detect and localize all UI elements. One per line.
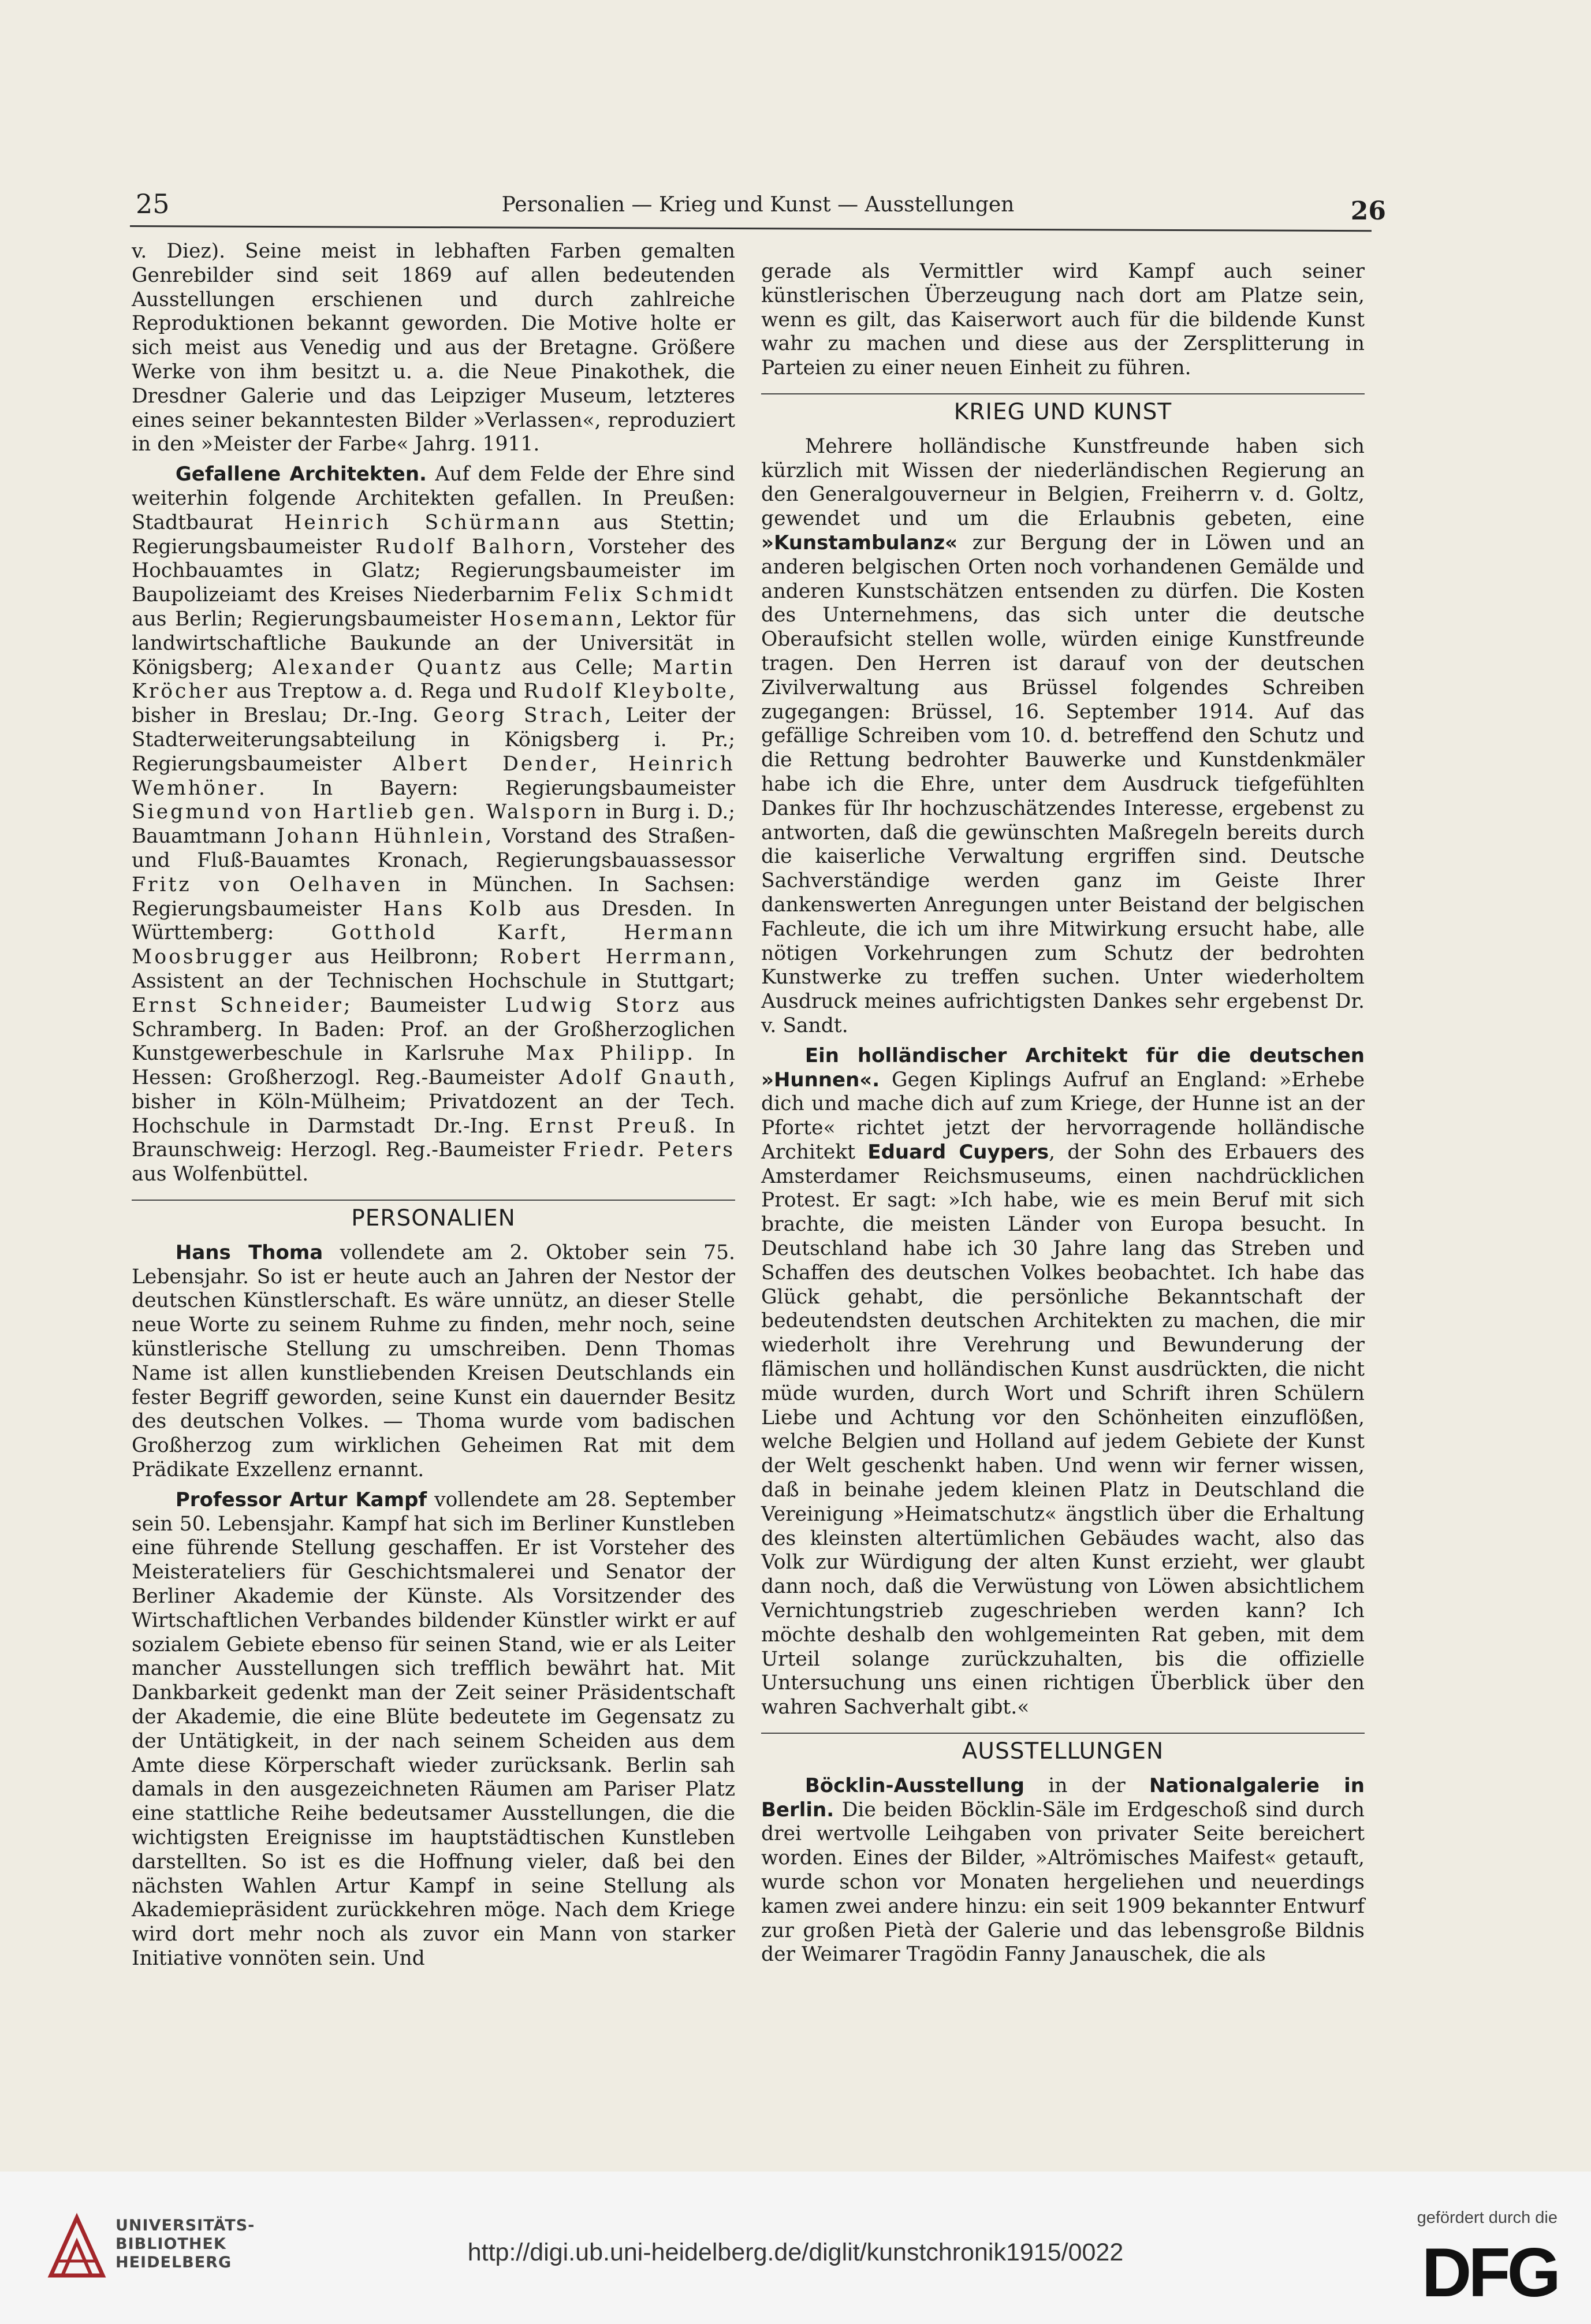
text-run: , bisher in Köln-Mülheim; Privatdozent an der Tech. Hochschule in Darmstadt Dr.-Ing.: [132, 1066, 735, 1138]
digitization-footer: [0, 2172, 1591, 2324]
text-run: , Assistent an der Technischen Hochschule in Stuttgart;: [132, 945, 736, 993]
kampf-paragraph: [132, 1488, 735, 1971]
thoma-paragraph: [132, 1241, 735, 1483]
person-name: Rudolf Balhorn: [375, 535, 568, 558]
kunstambulanz-term: »Kunstambulanz«: [761, 531, 958, 554]
page-number-left: 25: [136, 188, 170, 219]
person-name: Max Philipp: [526, 1042, 687, 1066]
boecklin-paragraph: [761, 1774, 1365, 1967]
library-name-line: HEIDELBERG: [115, 2254, 232, 2271]
person-name: Ernst Preuß: [528, 1114, 690, 1138]
text-run: , Lektor für landwirtschaftliche Baukunde an der Universität in Königsberg;: [132, 607, 735, 679]
text-run: , Vorsteher des Hochbauamtes in Glatz; Regierungsbaumeister im Baupolizeiamt des Kreises Niederbarnim: [132, 535, 735, 607]
text-run: . In Hessen: Großherzogl. Reg.-Baumeister: [132, 1042, 735, 1090]
text-run: , der Sohn des Erbauers des Amsterdamer Reichsmuseums, einen nachdrücklichen Protest. Er sagt: »Ich habe, wie es mein Beruf mit sich brachte, die meisten Länder von Europa besucht. In Deutschland habe ich 30 Jahre lang das Streben und Schaffen des deutschen Volkes beobachtet. Ich habe das Glück gehabt, die persönliche Bekanntschaft der bedeutendsten deutschen Architekten zu machen, die mir wiederholt ihre Verehrung und Bewunderung der flämischen und holländischen Kunst ausdrückten, die nicht müde wurden, durch Wort und Schrift ihren Schülern Liebe und Achtung vor den Schönheiten einzuflößen, welche Belgien und Holland auf jedem Gebiete der Kunst der Welt geschenkt haben. Und wenn wir ferner wissen, daß in beinahe jedem kleinen Platz in Deutschland die Vereinigung »Heimatschutz« ängstlich über die Erhaltung des kleinsten altertümlichen Gebäudes wacht, also das Volk zur Würdigung der alten Kunst erzieht, wer glaubt dann noch, daß die Verwüstung von Löwen absichtlichem Vernichtungstrieb zugeschrieben werden kann? Ich möchte deshalb den wohlgemeinten Rat geben, mit dem Urteil solange zurückzuhalten, bis die offizielle Untersuchung uns einen richtigen Überblick über den wahren Sachverhalt gibt.«: [761, 1140, 1365, 1719]
text-run: zur Bergung der in Löwen und an anderen belgischen Orten noch vorhandenen Gemälde und anderen Kunstschätzen entsenden zu dürfen. Die Kosten des Unternehmens, das sich unter die deutsche Oberaufsicht stellen wolle, würden einige Kunstfreunde tragen. Den Herren ist darauf von der deutschen Zivilverwaltung aus Brüssel folgendes Schreiben zugegangen: Brüssel, 16. September 1914. Auf das gefällige Schreiben vom 10. d. betreffend den Schutz und die Rettung bedrohter Bauwerke und Kunstdenkmäler habe ich die Ehre, unter dem Ausdruck tiefgefühlten Dankes für Ihr hochzuschätzendes Interesse, ergebenst zu antworten, daß die gewünschten Maßregeln bereits durch die kaiserliche Verwaltung ergriffen sind. Deutsche Sachverständige werden ganz im Geiste Ihrer dankenswerten Anregungen unter Beistand der belgischen Fachleute, die ich um ihre Mitwirkung ersucht habe, alle nötigen Vorkehrungen zum Schutz der bedrohten Kunstwerke zu treffen suchen. Unter wiederholtem Ausdruck meines aufrichtigsten Dankes sehr ergebenst Dr. v. Sandt.: [761, 531, 1365, 1037]
person-name: Johann Hühnlein: [277, 825, 486, 848]
text-run: ,: [560, 921, 624, 945]
person-name: Hans Kolb: [383, 897, 524, 921]
fallen-architects-paragraph: [132, 463, 735, 1187]
text-run: Die beiden Böcklin-Säle im Erdgeschoß sind durch drei wertvolle Leihgaben von privater Seite bereichert worden. Eines der Bilder, »Altrömisches Maifest« getauft, wurde schon vor Monaten hergeliehen und neuerdings kamen zwei andere hinzu: ein seit 1909 bekannter Entwurf zur großen Pietà der Galerie und das lebensgroße Bildnis der Weimarer Tragödin Fanny Janauschek, die als: [761, 1798, 1365, 1967]
section-heading-personalien: PERSONALIEN: [351, 1205, 516, 1232]
person-name: Georg Strach: [433, 704, 605, 728]
text-run: aus Celle;: [503, 656, 653, 679]
person-name: Robert Herrmann: [500, 945, 729, 969]
person-name: Martin Kröcher: [132, 656, 735, 703]
left-column: [132, 240, 735, 1971]
person-name: Heinrich Wemhöner: [132, 752, 735, 800]
text-run: ,: [591, 752, 629, 776]
text-run: aus Heilbronn;: [293, 945, 500, 969]
person-name: Albert Dender: [392, 752, 591, 776]
person-name: Hermann Moosbrugger: [132, 921, 735, 969]
person-name: Felix Schmidt: [564, 583, 735, 607]
dfg-logo: DFG: [1421, 2234, 1558, 2311]
boecklin-heading: Böcklin-Ausstellung: [804, 1774, 1024, 1797]
thoma-heading: Hans Thoma: [175, 1241, 323, 1264]
running-header: [130, 184, 1386, 230]
person-name: Ludwig Storz: [505, 993, 681, 1017]
section-rule: [761, 1733, 1365, 1734]
text-run: aus Schramberg. In Baden: Prof. an der Großherzoglichen Kunstgewerbeschule in Karlsruhe: [132, 993, 735, 1066]
text-run: in Burg i. D.; Bauamtmann: [132, 800, 735, 848]
person-name: Adolf Gnauth: [558, 1066, 729, 1090]
section-rule: [132, 1200, 735, 1201]
text-run: , Vorstand des Straßen- und Fluß-Bauamtes Kronach, Regierungsbauassessor: [132, 825, 735, 872]
person-name: Gotthold Karft: [331, 921, 561, 945]
person-name: Alexander Quantz: [272, 656, 504, 679]
fallen-architects-heading: Gefallene Architekten.: [175, 463, 427, 486]
cuypers-heading: Ein holländischer Architekt für die deutschen »Hunnen«.: [761, 1044, 1365, 1092]
person-name: Hosemann: [489, 607, 616, 631]
cuypers-paragraph: [761, 1044, 1365, 1720]
text-run: . In Braunschweig: Herzogl. Reg.-Baumeister: [132, 1114, 736, 1162]
text-run: aus Treptow a. d. Rega und: [229, 680, 524, 703]
text-run: , Leiter der Stadterweiterungsabteilung in Königsberg i. Pr.; Regierungsbaumeister: [132, 704, 736, 776]
right-column: [761, 260, 1365, 1967]
text-run: Auf dem Felde der Ehre sind weiterhin folgende Architekten gefallen. In Preußen: Stadtbaurat: [132, 463, 736, 534]
person-name: Friedr. Peters: [562, 1138, 735, 1162]
text-run: in München. In Sachsen: Regierungsbaumeister: [132, 873, 735, 921]
kunstambulanz-paragraph: [761, 435, 1365, 1038]
section-heading-ausstellungen: AUSSTELLUNGEN: [962, 1738, 1164, 1765]
text-run: Mehrere holländische Kunstfreunde haben sich kürzlich mit Wissen der niederländischen Regierung an den Generalgouverneur in Belgien, Freiherrn v. d. Goltz, gewendet und um die Erlaubnis gebeten, eine: [761, 434, 1365, 531]
text-run: vollendete am 2. Oktober sein 75. Lebensjahr. So ist er heute auch an Jahren der Nestor der deutschen Künstlerschaft. Es wäre unnütz, an dieser Stelle neue Worte zu seinem Ruhme zu finden, mehr noch, seine künstlerische Stellung zu umschreiben. Denn Thomas Name ist allen kunstliebenden Kreisen Deutschlands ein fester Begriff geworden, seine Kunst ein dauernder Besitz des deutschen Volkes. — Thoma wurde vom badischen Großherzog zum wirklichen Geheimen Rat mit dem Prädikate Exzellenz ernannt.: [132, 1241, 735, 1482]
nationalgalerie-term: Nationalgalerie in Berlin.: [761, 1774, 1365, 1822]
text-run: aus Dresden. In Württemberg:: [132, 897, 735, 945]
text-run: aus Wolfenbüttel.: [132, 1163, 309, 1186]
section-rule: [761, 393, 1365, 394]
person-name: Fritz von Oelhaven: [132, 873, 403, 896]
section-heading-krieg-und-kunst: KRIEG UND KUNST: [953, 398, 1172, 425]
text-run: , bisher in Breslau; Dr.-Ing.: [132, 680, 735, 728]
text-run: in der: [1024, 1774, 1150, 1797]
person-name: Siegmund von Hartlieb gen. Walsporn: [132, 800, 599, 824]
permalink-url[interactable]: http://digi.ub.uni-heidelberg.de/diglit/kunstchronik1915/0022: [467, 2239, 1124, 2266]
running-title: Personalien — Krieg und Kunst — Ausstellungen: [501, 193, 1015, 217]
person-name: Heinrich Schürmann: [284, 511, 562, 534]
text-run: aus Berlin; Regierungsbaumeister: [132, 607, 490, 631]
kampf-continuation: gerade als Vermittler wird Kampf auch seiner künstlerischen Überzeugung nach dort am Platze sein, wenn es gilt, das Kaiserwort auch für die bildende Kunst wahr zu machen und diese aus der Zersplitterung in Parteien zu einer neuen Einheit zu führen.: [761, 260, 1365, 380]
page-number-right: 26: [1350, 196, 1386, 226]
text-run: ; Baumeister: [343, 993, 505, 1017]
person-name: Rudolf Kleybolte: [523, 680, 729, 703]
library-name-line: BIBLIOTHEK: [115, 2235, 226, 2253]
cuypers-name: Eduard Cuypers: [867, 1140, 1049, 1164]
funding-note: gefördert durch die: [1417, 2208, 1558, 2227]
diez-paragraph: v. Diez). Seine meist in lebhaften Farben gemalten Genrebilder sind seit 1869 auf allen bedeutenden Ausstellungen erschienen und durch zahlreiche Reproduktionen bekannt geworden. Die Motive holte er sich meist aus Venedig und aus der Bretagne. Größere Werke von ihm besitzt u. a. die Neue Pinakothek, die Dresdner Galerie und das Leipziger Museum, letzteres eines seiner bekanntesten Bilder »Verlassen«, reproduziert in den »Meister der Farbe« Jahrg. 1911.: [132, 240, 735, 456]
text-run: aus Stettin; Regierungsbaumeister: [132, 511, 736, 558]
kampf-heading: Professor Artur Kampf: [175, 1488, 427, 1511]
text-run: vollendete am 28. September sein 50. Lebensjahr. Kampf hat sich im Berliner Kunstleben eine führende Stellung geschaffen. Er ist Vorsteher des Meisterateliers für Geschichtsmalerei und Senator der Berliner Akademie der Künste. Als Vorsitzender des Wirtschaftlichen Verbandes bildender Künstler wirkt er auf sozialem Gebiete ebenso für seinen Stand, wie er als Leiter mancher Ausstellungen sich trefflich bewährt hat. Mit Dankbarkeit gedenkt man der Zeit seiner Präsidentschaft der Akademie, die eine Blüte bedeutete im Gegensatz zu der Untätigkeit, in der nach seinem Scheiden aus dem Amte diese Körperschaft wieder zurücksank. Berlin sah damals in den ausgezeichneten Räumen am Pariser Platz eine stattliche Reihe bedeutsamer Ausstellungen, die die wichtigsten Ereignisse im hauptstädtischen Kunstleben darstellten. So ist es die Hoffnung vieler, daß bei den nächsten Wahlen Artur Kampf in seine Stellung als Akademiepräsident zurückkehren möge. Nach dem Kriege wird dort mehr noch als zuvor ein Mann von starker Initiative vonnöten sein. Und: [132, 1488, 736, 1970]
text-run: . In Bayern: Regierungsbaumeister: [258, 776, 735, 800]
person-name: Ernst Schneider: [132, 993, 344, 1017]
text-run: Gegen Kiplings Aufruf an England: »Erhebe dich und mache dich auf zum Kriege, der Hunne ist an der Pforte« richtet jetzt der hervorragende holländische Architekt: [761, 1068, 1365, 1164]
library-name-line: UNIVERSITÄTS-: [115, 2217, 255, 2234]
